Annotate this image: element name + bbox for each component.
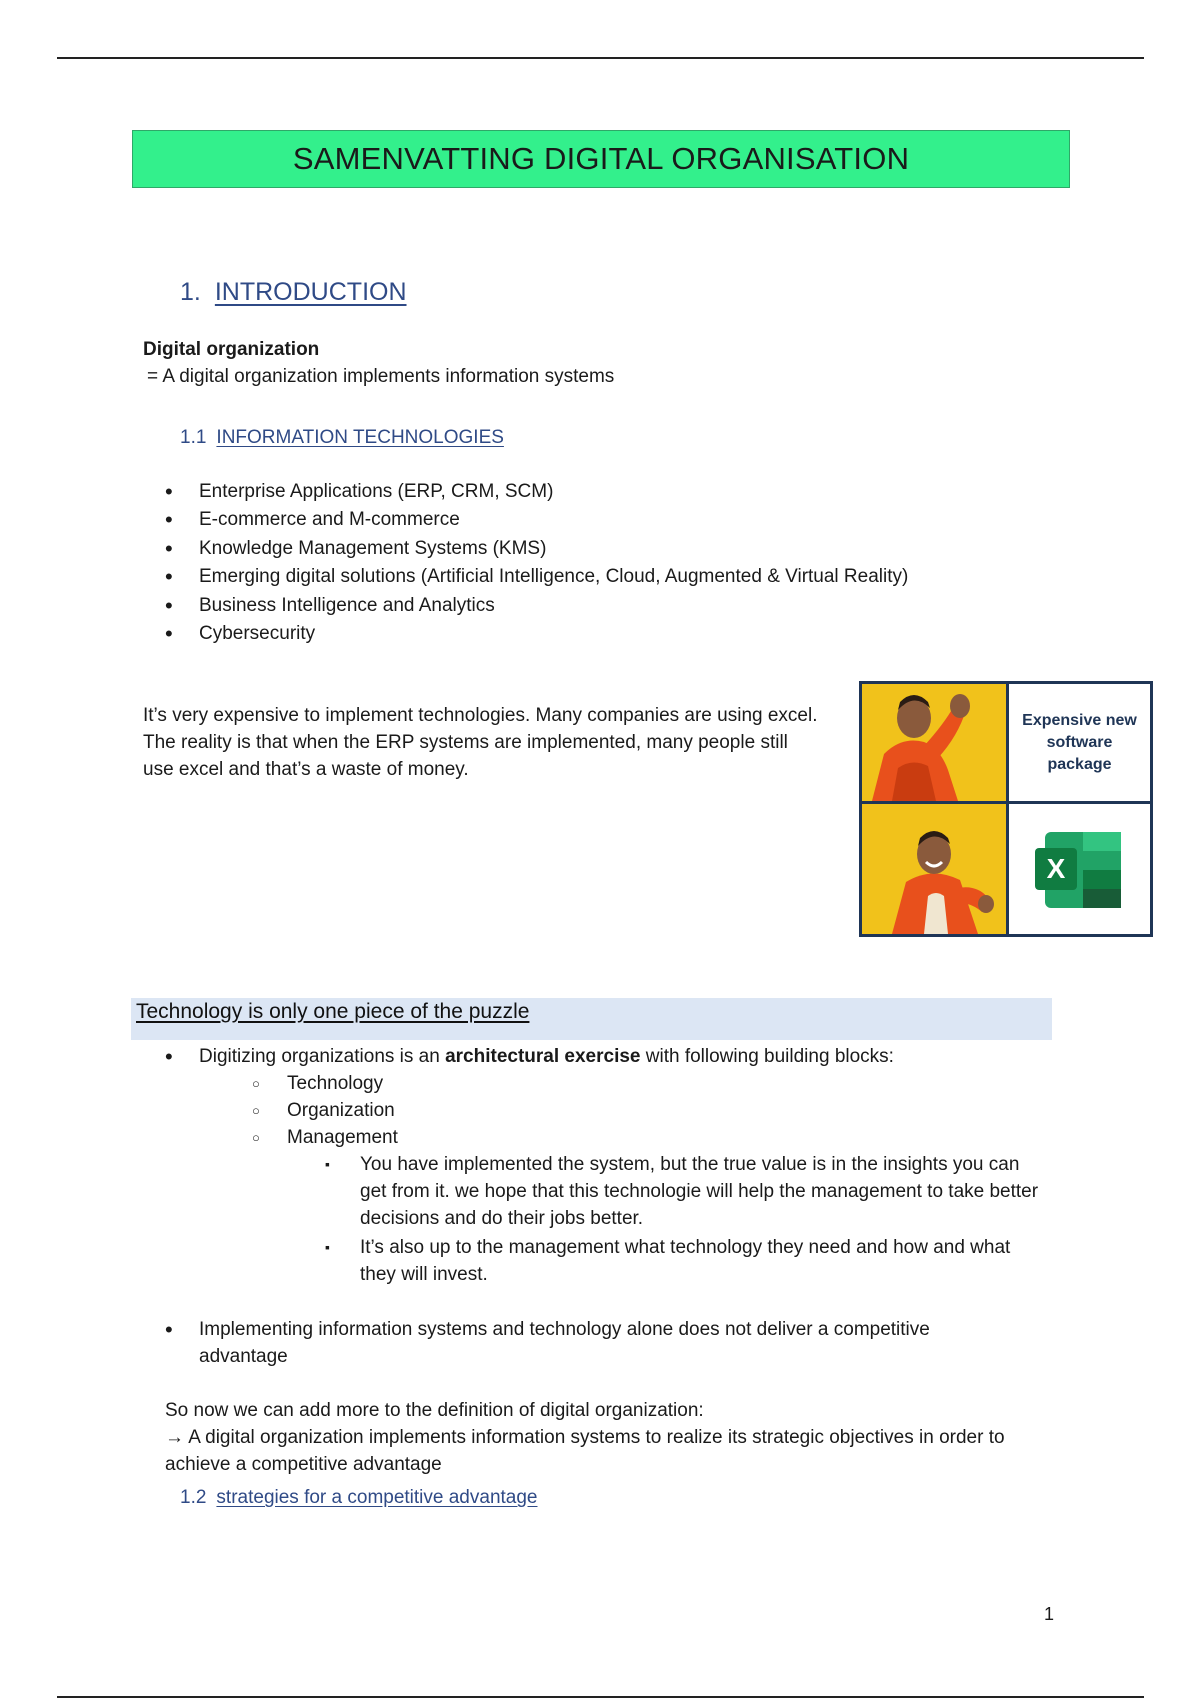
definition-text: = A digital organization implements information systems bbox=[147, 366, 615, 387]
drake-approve-illustration bbox=[862, 804, 1006, 934]
section-1-2-heading: 1.2 strategies for a competitive advantage bbox=[180, 1487, 538, 1508]
list-item: • Emerging digital solutions (Artificial Intelligence, Cloud, Augmented & Virtual Reality) bbox=[0, 563, 908, 591]
building-block-management: ○ Management bbox=[287, 1124, 398, 1151]
section-1-heading: 1. INTRODUCTION bbox=[180, 278, 407, 306]
cost-paragraph: It’s very expensive to implement technologies. Many companies are using excel. The reality is that when the ERP systems are implemented, many people still use excel and that’s a waste of money. bbox=[143, 705, 818, 780]
information-technologies-list bbox=[0, 478, 908, 648]
list-item: • Cybersecurity bbox=[0, 620, 908, 648]
drake-reject-illustration bbox=[862, 684, 1006, 801]
extended-definition-text: → A digital organization implements information systems to realize its strategic objectives in order to achieve a competitive advantage bbox=[165, 1427, 1005, 1475]
building-block-technology: ○ Technology bbox=[287, 1070, 383, 1097]
meme-caption-panel bbox=[1009, 684, 1150, 804]
top-rule bbox=[57, 57, 1144, 59]
list-item: • Business Intelligence and Analytics bbox=[0, 592, 908, 620]
excel-icon bbox=[1009, 804, 1150, 934]
section-1-1-heading: 1.1 INFORMATION TECHNOLOGIES bbox=[180, 427, 504, 448]
meme-approve-panel bbox=[862, 804, 1009, 934]
extended-definition-intro: So now we can add more to the definition of digital organization: bbox=[165, 1400, 704, 1421]
building-block-organization: ○ Organization bbox=[287, 1097, 395, 1124]
meme-excel-panel bbox=[1009, 804, 1150, 934]
extended-definition bbox=[165, 1397, 1065, 1478]
meme-caption: Expensive new software package bbox=[1022, 711, 1137, 773]
bottom-rule bbox=[57, 1696, 1144, 1698]
management-point-invest: ▪ It’s also up to the management what technology they need and how and what they will invest. bbox=[360, 1234, 1040, 1288]
management-point-insights: ▪ You have implemented the system, but the true value is in the insights you can get from it. we hope that this technologie will help the management to take better decisions and do their jobs better. bbox=[360, 1151, 1040, 1232]
drake-meme-image bbox=[859, 681, 1153, 937]
list-item: • Knowledge Management Systems (KMS) bbox=[0, 535, 908, 563]
puzzle-heading: Technology is only one piece of the puzzle bbox=[136, 1000, 530, 1023]
list-item: • Enterprise Applications (ERP, CRM, SCM) bbox=[0, 478, 908, 506]
meme-reject-panel bbox=[862, 684, 1009, 804]
excel-letter: X bbox=[1046, 853, 1066, 884]
page-number: 1 bbox=[1044, 1604, 1055, 1624]
list-item: • E-commerce and M-commerce bbox=[0, 506, 908, 534]
document-title: SAMENVATTING DIGITAL ORGANISATION bbox=[132, 130, 1070, 188]
definition-term: Digital organization bbox=[143, 339, 320, 360]
architectural-exercise-bullet: • Digitizing organizations is an architectural exercise with following building blocks: bbox=[199, 1043, 894, 1070]
arrow-icon: → bbox=[165, 1427, 184, 1448]
competitive-advantage-bullet: • Implementing information systems and technology alone does not deliver a competitive advantage bbox=[199, 1316, 1019, 1370]
